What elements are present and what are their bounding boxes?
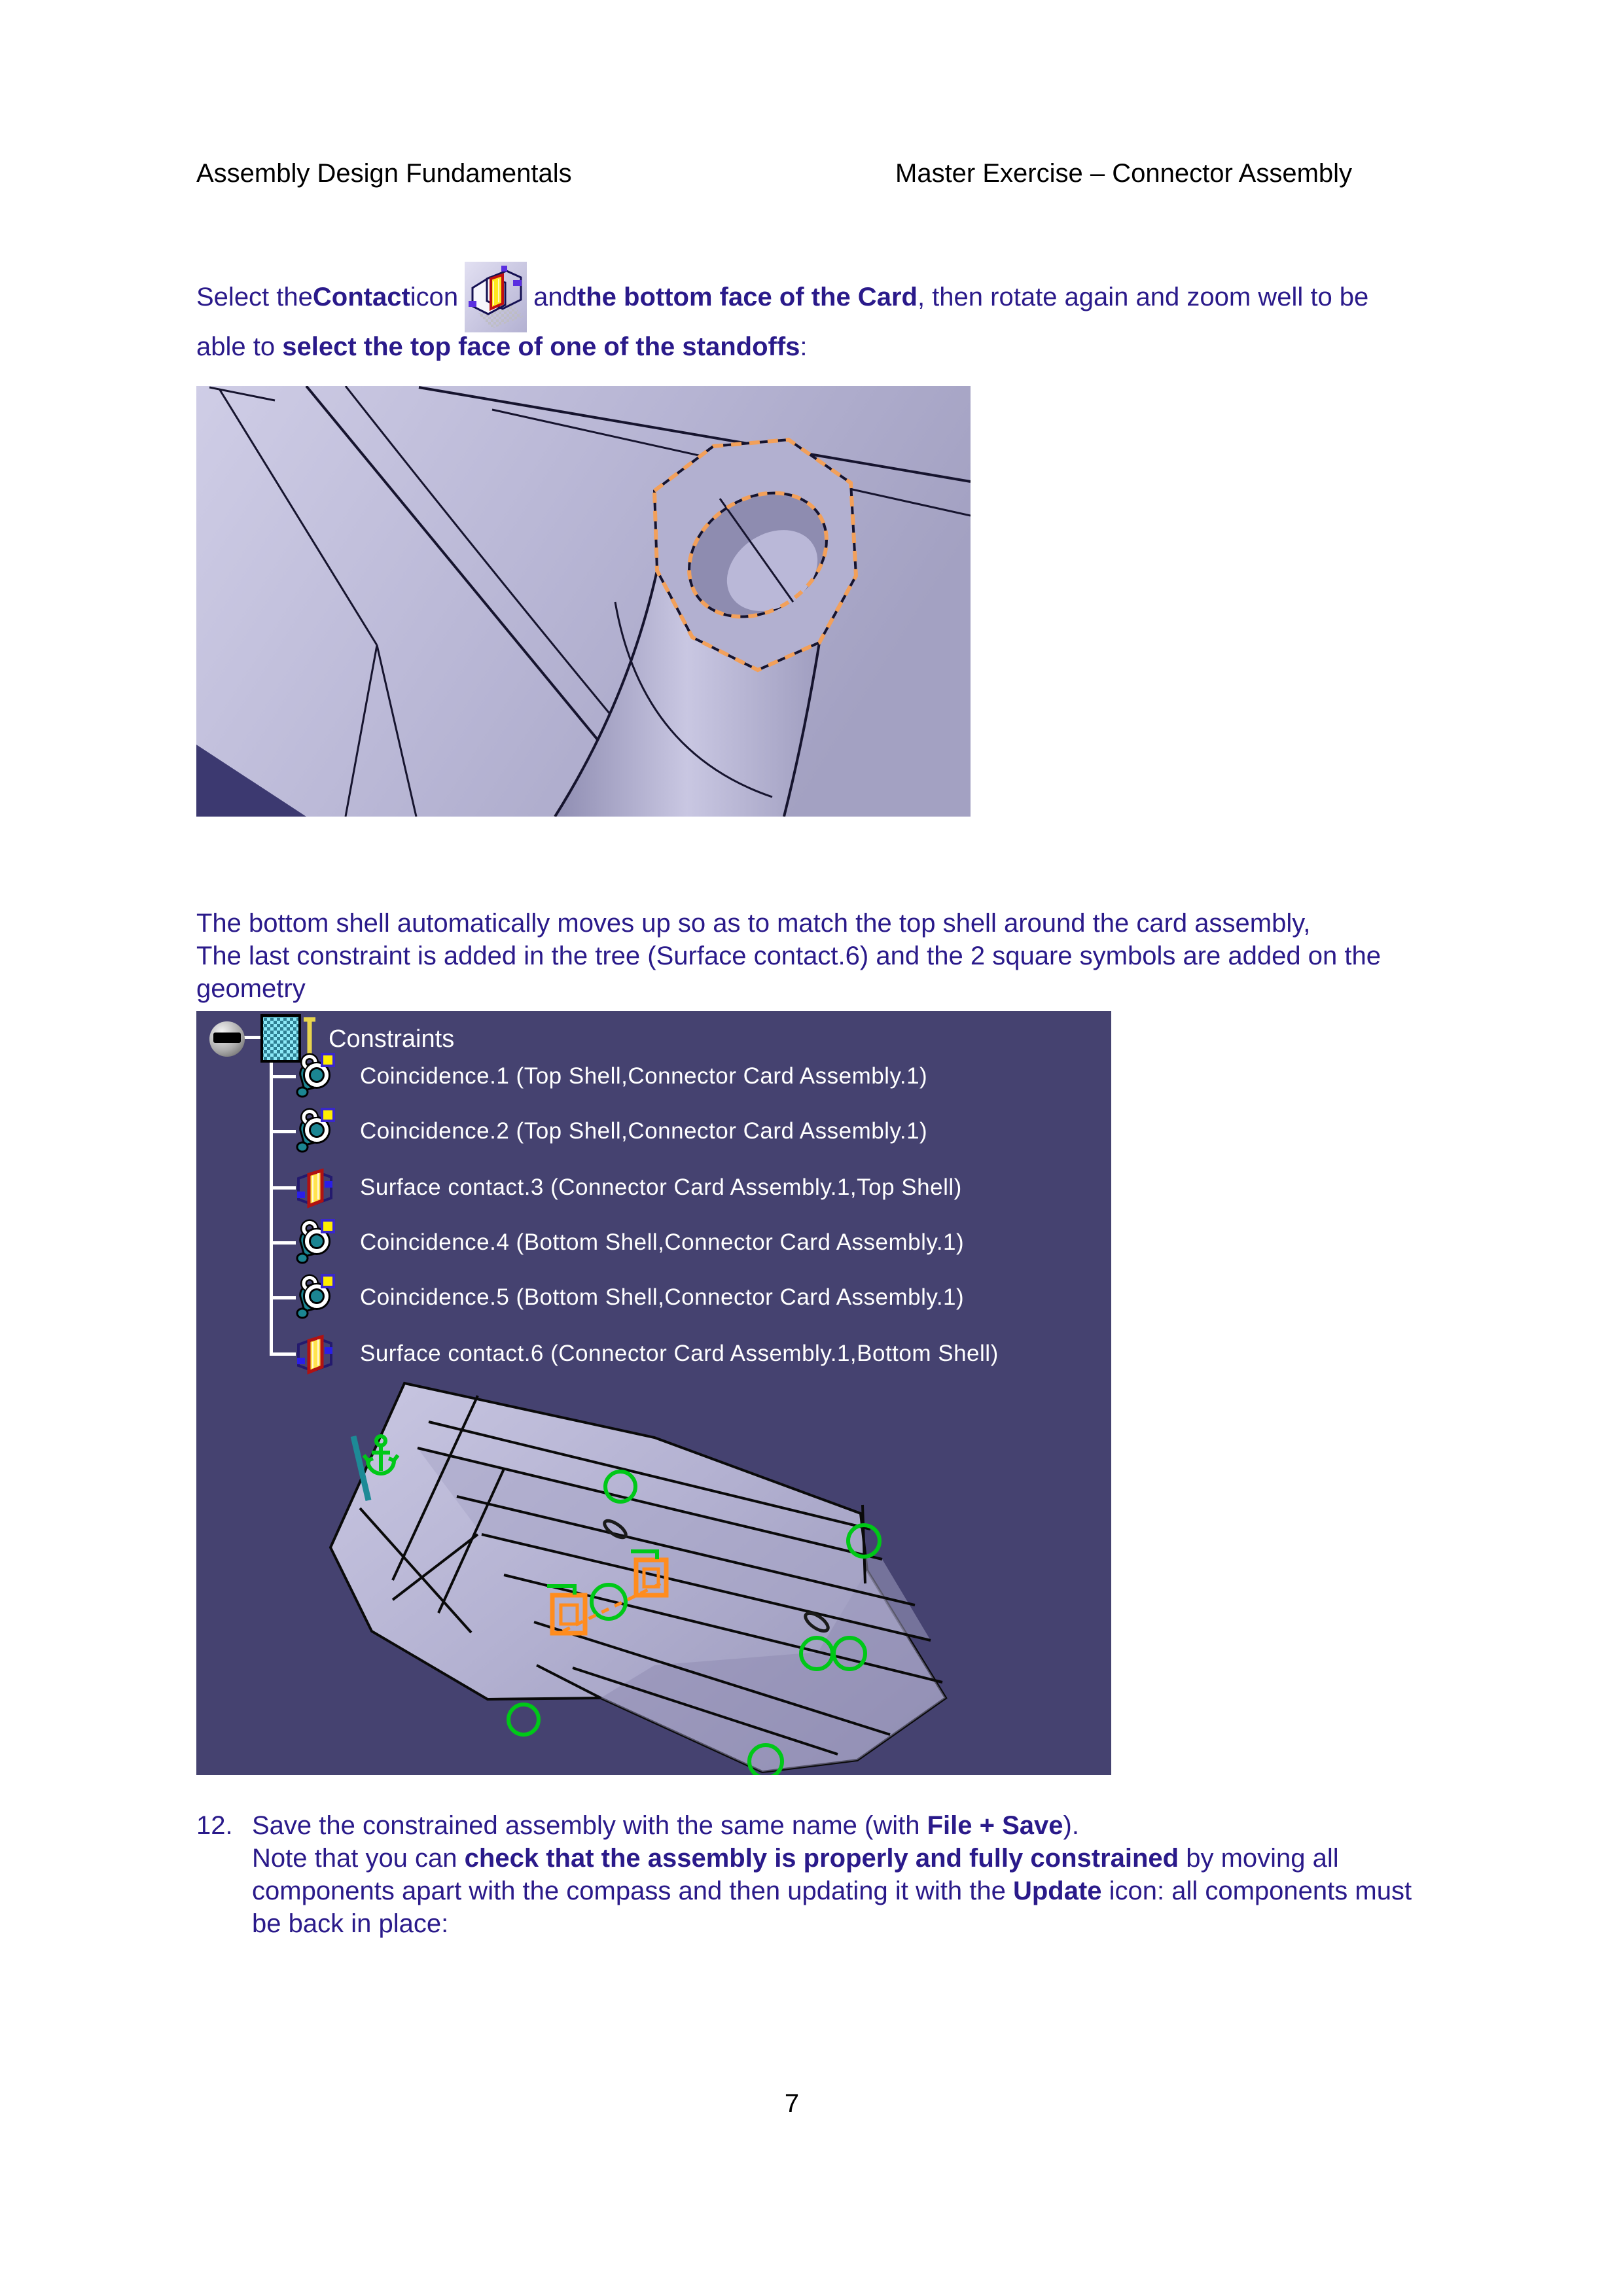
step-12-line3 — [252, 1875, 1412, 1907]
cad-screenshot-standoff-top-face — [196, 386, 971, 817]
text: and — [533, 283, 577, 311]
text: able to — [196, 332, 283, 361]
cad-screenshot-constraints-tree — [196, 1011, 1111, 1775]
text-bold: the bottom face of the Card — [577, 283, 918, 311]
constraint-label: Surface contact.6 (Connector Card Assembly.1,Bottom Shell) — [360, 1341, 999, 1366]
constraint-label: Surface contact.3 (Connector Card Assembly.1,Top Shell) — [360, 1174, 962, 1200]
result-paragraph-line3: geometry — [196, 974, 306, 1003]
text-bold: check that the assembly is properly and fully constrained — [464, 1844, 1179, 1873]
constraint-label: Coincidence.1 (Top Shell,Connector Card Assembly.1) — [360, 1063, 928, 1089]
text: Select the — [196, 283, 313, 311]
constraint-label: Coincidence.5 (Bottom Shell,Connector Card Assembly.1) — [360, 1284, 965, 1310]
text: be back in place: — [252, 1909, 449, 1938]
constraint-label: Coincidence.2 (Top Shell,Connector Card Assembly.1) — [360, 1118, 928, 1144]
contact-constraint-icon — [465, 262, 527, 332]
part-surface — [196, 386, 971, 817]
assembly-3d-view — [196, 1011, 1111, 1775]
step-12-line4 — [252, 1907, 448, 1940]
header-course-title: Assembly Design Fundamentals — [196, 159, 572, 188]
text-bold: File + Save — [927, 1811, 1063, 1840]
text: , then rotate again and zoom well to be — [917, 283, 1369, 311]
text-bold: Contact — [312, 283, 410, 311]
text-bold: Update — [1012, 1877, 1102, 1905]
text: components apart with the compass and then updating it with the — [252, 1877, 1013, 1905]
text: icon: all components must — [1101, 1877, 1412, 1905]
instruction-paragraph-line1 — [196, 260, 1368, 334]
text: by moving all — [1179, 1844, 1339, 1873]
text-bold: select the top face of one of the standoffs — [282, 332, 800, 361]
result-paragraph-line1: The bottom shell automatically moves up so as to match the top shell around the card assembly, — [196, 909, 1311, 938]
text: Note that you can — [252, 1844, 465, 1873]
result-paragraph-line2: The last constraint is added in the tree (Surface contact.6) and the 2 square symbols are added on the — [196, 942, 1381, 970]
text: : — [800, 332, 808, 361]
constraint-label: Coincidence.4 (Bottom Shell,Connector Card Assembly.1) — [360, 1229, 965, 1255]
step-12-line1 — [196, 1809, 1079, 1842]
tree-node-label: Constraints — [329, 1025, 455, 1053]
header-exercise-title: Master Exercise – Connector Assembly — [895, 159, 1353, 188]
instruction-paragraph-line2 — [196, 330, 808, 363]
step-12-line2 — [252, 1842, 1339, 1875]
text: Save the constrained assembly with the same name (with — [252, 1811, 927, 1840]
text: ). — [1063, 1811, 1079, 1840]
step-number: 12. — [196, 1811, 233, 1840]
page-number: 7 — [784, 2089, 800, 2118]
text: icon — [410, 283, 459, 311]
